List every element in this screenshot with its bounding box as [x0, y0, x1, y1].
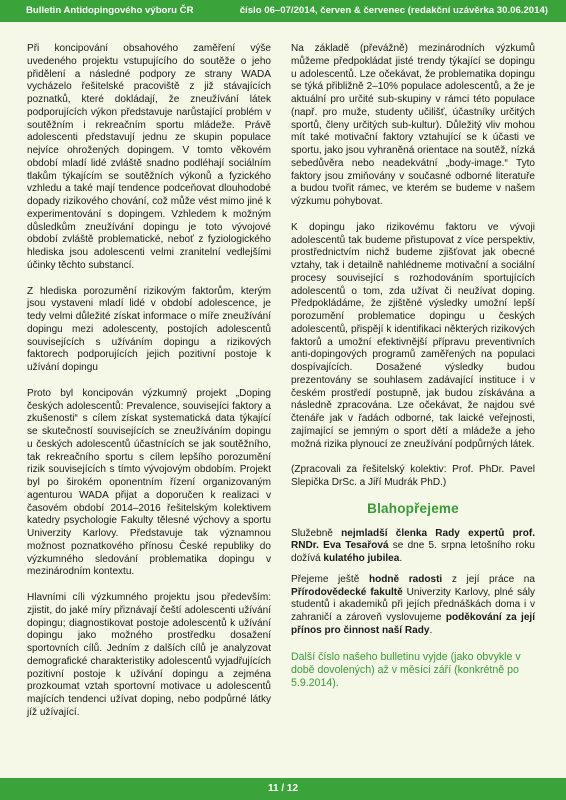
- header-bar: [0, 0, 566, 22]
- issue-info: číslo 06–07/2014, červen & červenec (redakční uzávěrka 30.06.2014): [239, 5, 548, 16]
- wishes-text-2: z její práce na: [442, 573, 535, 585]
- birthday-text-3: .: [399, 553, 403, 564]
- birthday-bold-2: kulatého jubilea: [323, 553, 400, 564]
- page-footer: [0, 778, 566, 800]
- wishes-text-3: Univerzity Karlovy, plné sály studentů i akademiků při jejích přednáškách doma i v zahraničí a zároveň vyslovujeme: [291, 586, 535, 623]
- birthday-text-2: se dne 5. srpna letošního roku dožívá: [291, 540, 535, 564]
- wishes-paragraph: [291, 574, 535, 638]
- bulletin-title: Bulletin Antidopingového výboru ČR: [26, 5, 194, 16]
- birthday-text-1: Služebně: [291, 527, 342, 539]
- wishes-bold-2: Přírodovědecké fakultě: [291, 586, 403, 598]
- right-column: [291, 43, 535, 703]
- left-column: [27, 43, 271, 733]
- left-paragraph-4: Hlavními cíli výzkumného projektu jsou především: zjistit, do jaké míry přiznávají čeští adolescenti užívání dopingu; diagnostikovat postoje adolescentů k užívání dopingu jako možného prostředku dosažení sportovních cílů. Jedním z dalších cílů je analyzovat demografické charakteristiky adolescentů vyjadřujících pozitivní postoje k užívání dopingu a zejména prozkoumat vztah sportovní motivace u adolescentů majících tendenci užívat doping, nebo podpůrné látky jíž užívající.: [27, 592, 271, 718]
- wishes-bold-1: hodně radosti: [368, 573, 443, 585]
- left-paragraph-2: Z hlediska porozumění rizikovým faktorům, kterým jsou vystaveni mladí lidé v období adolescence, je tedy velmi důležité získat informace o míře zneužívání dopingu mezi adolescenty, postojích adolescentů souvisejících s užíváním dopingu a rizikových faktorech podporujících jejich pozitivní postoje k užívání dopingu: [27, 285, 271, 373]
- left-paragraph-3: Proto byl koncipován výzkumný projekt „Doping českých adolescentů: Prevalence, souvisejíci faktory a zkušenosti“ s cílem získat systematická data týkající se skutečností souvisejících se zneužíváním dopingu u českých adolescentů účastnících se jak soutěžního, tak rekreačního sportu s cílem lepšího porozumění rizik souvisejících s tímto vývojovým obdobím. Projekt byl po širokém oponentním řízení organizovaným agenturou WADA přijat a doporučen k realizaci v časovém období 2014–2016 řešitelským kolektivem katedry psychologie Fakulty tělesné výchovy a sportu Univerzity Karlovy. Představuje tak významnou možnost poznatkového přínosu České republiky do výzkumného sledování problematika dopingu v mezinárodním kontextu.: [27, 387, 271, 578]
- right-paragraph-2: K dopingu jako rizikovému faktoru ve vývoji adolescentů tak budeme přistupovat z více perspektiv, prostřednictvím nichž budeme zjišťovat jak obecné vztahy, tak i detailně nahlédneme motivační a sociální procesy související s rozhodováním sportujících adolescentů o tom, zda užívat či neužívat doping. Předpokládáme, že zjištěné výsledky umožní lepší porozumění problematice dopingu u českých adolescentů, přispějí k identifikaci některých rizikových faktorů a umožní efektivnější přípravu preventivních anti-dopingových programů zaměřených na populaci dospívajících. Dosažené výsledky budou prezentovány se souhlasem zadávající instituce i v českém prostředí postupně, jak budou získávána a následně zpracována. Lze očekávat, že najdou své čtenáře jak v řadách odborné, tak laické veřejnosti, zajímající se jemným o sport dětí a mládeže a jeho možná rizika plynoucí ze zneužívání podpůrných látek.: [291, 221, 535, 450]
- wishes-text-1: Přejeme ještě: [291, 573, 369, 585]
- birthday-bold-1: nejmladší členka Rady expertů prof. RNDr. Eva Tesařová: [291, 527, 535, 552]
- author-credit: (Zpracovali za řešitelský kolektiv: Prof. PhDr. Pavel Slepička DrSc. a Jiří Mudrák PhD.): [291, 464, 535, 488]
- congratulations-heading: Blahopřejeme: [367, 500, 459, 516]
- wishes-text-4: .: [429, 624, 433, 636]
- next-issue-note: Další číslo našeho bulletinu vyjde (jako obvykle v době dovolených) až v měsíci září (konkrétně po 5.9.2014).: [291, 650, 521, 689]
- page-number: 11 / 12: [267, 783, 299, 794]
- left-paragraph-1: Při koncipování obsahového zaměření výše uvedeného projektu vstupujícího do soutěže o jeho přidělení a následné podpory ze strany WADA vycházelo řešitelské pracoviště z již stávajících poznatků, které dokládají, že zneužívání látek podporujících výkon představuje narůstající problém v soutěžním i rekreačním sportu mládeže. Právě adolescenti představují jednu ze skupin populace nejvíce ohrožených dopingem. V tomto věkovém období mladí lidé zvláště snadno podléhají sociálním tlakům týkajícím se soutěžních výkonů a fyzického vzhledu a také mají tendence podceňovat dlouhodobé dopady rizikového chování, což může vést mimo jiné k experimentování s dopingem. Vzhledem k možným důsledkům zneužívání dopingu je toto vývojové období zvláště problematické, neboť z fyziologického hlediska jsou adolescenti velmi zranitelní vedlejšími účinky těchto substancí.: [27, 43, 271, 271]
- right-paragraph-1: Na základě (převážně) mezinárodních výzkumů můžeme předpokládat jisté trendy týkající se dopingu u adolescentů. Lze očekávat, že problematika dopingu se týká přibližně 2–10% populace adolescentů, a že je aktuální pro určité sub-skupiny v rámci této populace (např. pro muže, studenty učilišť, účastníky určitých sportů, členy určitých sub-kultur). Důležitý vliv mohou mít také motivační faktory vztahující se k účasti ve sportu, jako jsou vyhraněná orientace na soutěž, nízká sebedůvěra nebo neadekvátní „body-image.“ Tyto faktory jsou zmiňovány v současné odborné literatuře a budou tvořit rámec, ve kterém se budeme v našem výzkumu pohybovat.: [291, 43, 535, 207]
- birthday-paragraph: [291, 528, 535, 566]
- wishes-bold-3: poděkování za její přínos pro činnost naší Rady: [291, 612, 535, 636]
